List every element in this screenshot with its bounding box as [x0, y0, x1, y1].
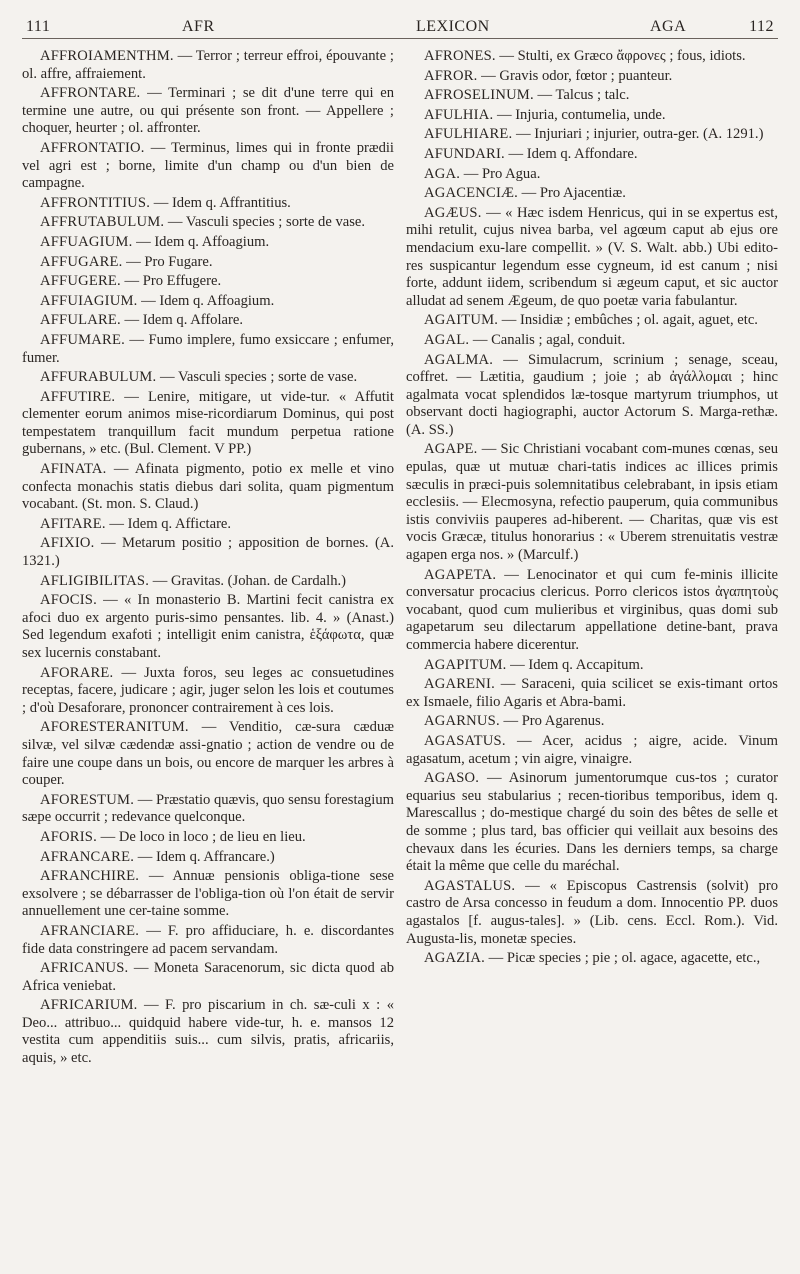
entry-headword: AFFUAGIUM. — [40, 233, 133, 250]
entry-headword: AFFRONTATIO. — [40, 139, 145, 156]
entry-headword: AFORESTUM. — [40, 791, 135, 808]
dictionary-entry — [22, 849, 394, 867]
dictionary-entry — [22, 792, 394, 827]
entry-headword: AGARNUS. — [424, 713, 500, 730]
entry-definition: — Idem q. Affolare. — [120, 312, 243, 329]
dictionary-entry — [406, 146, 778, 164]
entry-definition: — Injuriari ; injurier, outra-ger. (A. 1291.) — [512, 126, 764, 143]
entry-definition: — Acer, acidus ; aigre, acide. Vinum agasatum, acetum ; vin aigre, vinaigre. — [406, 732, 778, 767]
dictionary-entry — [22, 293, 394, 311]
dictionary-entry — [406, 713, 778, 731]
dictionary-entry — [406, 770, 778, 876]
dictionary-entry — [406, 126, 778, 144]
entry-headword: AFORIS. — [40, 828, 97, 845]
dictionary-entry — [22, 923, 394, 958]
dictionary-entry — [406, 332, 778, 350]
page-number-right: 112 — [749, 18, 774, 35]
columns — [22, 48, 778, 1264]
entry-headword: AFFUIAGIUM. — [40, 292, 138, 309]
entry-definition: — Juxta foros, seu leges ac consuetudines receptas, facere, judicare ; agir, juger selon les lois et coutumes ; d'où Desaforare, prononcer contrairement à ces lois. — [22, 664, 394, 716]
dictionary-entry — [406, 312, 778, 330]
entry-headword: AFROSELINUM. — [424, 87, 534, 104]
entry-headword: AFROR. — [424, 67, 478, 84]
entry-definition: — Sic Christiani vocabant com-munes cœnas, seu epulas, quæ ut mutuæ chari-tatis indices ac illices primis sæculis in præci-puis solemnitatibus celebrabant, in ipsis etiam ecclesiis. — Elecmosyna, refectio pauperum, quia communibus istis conviviis pauperes ad-hiberent. — Charitas, quæ vis est vocis Græcæ, titulus honorarius : « Uberem strenuitatis vestræ agapen erga nos. » (Marculf.) — [406, 441, 778, 564]
entry-headword: AFFRONTARE. — [40, 85, 141, 102]
entry-definition: — Saraceni, quia scilicet se exis-timant ortos ex Ismaele, filio Agaris et Abra-bami. — [406, 676, 778, 710]
dictionary-entry — [22, 592, 394, 662]
dictionary-entry — [406, 878, 778, 948]
entry-definition: — « In monasterio B. Martini fecit canistra ex afoci duo ex argento puris-simo pensantes. lib. 4. » (Anast.) Sed legendum exafoti ; intelligit enim canistra, ἑξάφωτα, quæ sex lucernis constabant. — [22, 592, 394, 661]
entry-headword: AGAL. — [424, 331, 470, 348]
dictionary-entry — [22, 140, 394, 193]
dictionary-entry — [22, 332, 394, 367]
entry-definition: — Vasculi species ; sorte de vase. — [156, 369, 358, 386]
entry-headword: AGALMA. — [424, 351, 494, 368]
entry-definition: — Idem q. Affictare. — [105, 515, 232, 532]
dictionary-entry — [22, 997, 394, 1067]
entry-headword: AFULHIARE. — [424, 126, 513, 143]
entry-definition: — Picæ species ; pie ; ol. agace, agacette, etc., — [484, 950, 761, 967]
entry-definition: — Canalis ; agal, conduit. — [469, 331, 626, 348]
entry-headword: AGAZIA. — [424, 950, 485, 967]
entry-definition: — Moneta Saracenorum, sic dicta quod ab Africa veniebat. — [22, 960, 394, 994]
entry-definition: — Pro Effugere. — [120, 273, 222, 290]
entry-definition: — F. pro piscarium in ch. sæ-culi x : « Deo... attribuo... quidquid habere vide-tur, h. e. mansos 12 vestita cum appenditiis suis... cum silvis, pratis, africariis, aquis, » etc. — [22, 997, 394, 1067]
entry-definition: — Terminus, limes qui in fronte prædii vel agri est ; borne, limite d'un champ ou d'un bien de campagne. — [22, 139, 394, 192]
entry-headword: AFIXIO. — [40, 535, 95, 552]
dictionary-entry — [406, 185, 778, 203]
entry-definition: — Præstatio quævis, quo sensu forestagium sæpe occurrit ; redevance quelconque. — [22, 791, 394, 826]
entry-headword: AGASTALUS. — [424, 877, 516, 894]
running-title: LEXICON — [416, 18, 490, 35]
entry-headword: AFFRUTABULUM. — [40, 214, 165, 231]
entry-headword: AFITARE. — [40, 515, 106, 532]
dictionary-entry — [22, 960, 394, 995]
dictionary-entry — [406, 733, 778, 768]
entry-definition: — Fumo implere, fumo exsiccare ; enfumer, fumer. — [22, 331, 394, 366]
entry-definition: — Idem q. Affrancare.) — [134, 848, 275, 865]
dictionary-entry — [22, 868, 394, 921]
entry-definition: — De loco in loco ; de lieu en lieu. — [96, 828, 306, 845]
entry-definition: — « Episcopus Castrensis (solvit) pro castro de Arsa concesso in feudum a dom. Innocentio PP. duos agastalos [f. augus-tales]. » (Lib. cens. Eccl. Rom.). Vid. Augusta-lis, monetæ species. — [406, 877, 778, 947]
dictionary-entry — [406, 676, 778, 711]
entry-headword: AGAPE. — [424, 441, 478, 458]
entry-headword: AFINATA. — [40, 461, 107, 478]
entry-headword: AGAPETA. — [424, 566, 497, 583]
dictionary-entry — [406, 68, 778, 86]
entry-headword: AFUNDARI. — [424, 145, 505, 162]
dictionary-entry — [406, 107, 778, 125]
dictionary-entry — [22, 195, 394, 213]
entry-headword: AFORARE. — [40, 664, 114, 681]
entry-headword: AFFUGARE. — [40, 253, 123, 270]
entry-headword: AFRANCIARE. — [40, 922, 140, 939]
entry-definition: — Idem q. Affoagium. — [137, 292, 275, 309]
entry-headword: AGASO. — [424, 770, 480, 787]
dictionary-entry — [406, 48, 778, 66]
dictionary-entry — [22, 254, 394, 272]
entry-headword: AFULHIA. — [424, 106, 494, 123]
entry-definition: — Pro Agarenus. — [499, 713, 605, 730]
dictionary-entry — [406, 205, 778, 311]
dictionary-entry — [406, 352, 778, 440]
dictionary-entry — [22, 516, 394, 534]
entry-definition: — Pro Fugare. — [122, 253, 213, 270]
entry-definition: — Gravis odor, fœtor ; puanteur. — [477, 67, 673, 84]
entry-headword: AGAPITUM. — [424, 656, 507, 673]
entry-headword: AFFUGERE. — [40, 273, 121, 290]
entry-headword: AFRANCHIRE. — [40, 868, 140, 885]
dictionary-entry — [22, 461, 394, 514]
dictionary-entry — [22, 273, 394, 291]
dictionary-entry — [22, 665, 394, 718]
entry-definition: — Vasculi species ; sorte de vase. — [164, 214, 366, 231]
entry-definition: — Venditio, cæ-sura cæduæ silvæ, vel silvæ cædendæ assi-gnatio ; action de vendre ou de faire une coupe dans un bois, ou encore de marquer les arbres à couper. — [22, 719, 394, 789]
entry-headword: AFFUMARE. — [40, 331, 125, 348]
entry-definition: — F. pro affiduciare, h. e. discordantes fide data constringere ad pacem servandam. — [22, 922, 394, 957]
entry-headword: AFRONES. — [424, 48, 496, 64]
entry-headword: AGAITUM. — [424, 312, 499, 329]
entry-headword: AGACENCIÆ. — [424, 185, 519, 202]
entry-headword: AFFULARE. — [40, 312, 121, 329]
dictionary-entry — [406, 567, 778, 655]
dictionary-entry — [22, 829, 394, 847]
entry-headword: AFRANCARE. — [40, 848, 135, 865]
entry-definition: — Insidiæ ; embûches ; ol. agait, aguet, etc. — [498, 312, 758, 329]
entry-definition: — Terminari ; se dit d'une terre qui en termine une autre, ou qui présente son front. — Appellere ; choquer, heurter ; ol. affronter. — [22, 85, 394, 137]
entry-definition: — Talcus ; talc. — [533, 87, 630, 104]
running-head-left: AFR — [182, 18, 215, 35]
dictionary-entry — [22, 389, 394, 459]
entry-headword: AFFURABULUM. — [40, 369, 157, 386]
dictionary-entry — [22, 85, 394, 138]
entry-headword: AGA. — [424, 165, 461, 182]
entry-definition: — Idem q. Accapitum. — [506, 656, 644, 673]
entry-headword: AFLIGIBILITAS. — [40, 572, 150, 589]
entry-definition: — Lenocinator et qui cum fe-minis illicite conversatur procacius clericus. Porro clericos istos ἀγαπητοὺς vocabant, quod cum mulieribus et virginibus, quas domi sub agapetarum seu dilectarum appellatione detine-bant, prava commercia habere dicerentur. — [406, 566, 778, 653]
entry-definition: — Pro Agua. — [460, 165, 541, 182]
dictionary-entry — [22, 719, 394, 789]
dictionary-entry — [22, 573, 394, 591]
entry-definition: — Afinata pigmento, potio ex melle et vino confecta monachis statis diebus dari solita, quam pigmentum vocabant. (St. mon. S. Claud.) — [22, 461, 394, 513]
dictionary-entry — [22, 214, 394, 232]
entry-headword: AFFROIAMENTHM. — [40, 48, 174, 64]
dictionary-entry — [406, 950, 778, 968]
page-number-left: 111 — [26, 18, 51, 35]
entry-definition: — Stulti, ex Græco ἄφρονες ; fous, idiots. — [495, 48, 746, 64]
dictionary-entry — [406, 441, 778, 564]
entry-definition: — Pro Ajacentiæ. — [518, 185, 626, 202]
entry-definition: — Annuæ pensionis obliga-tione sese exsolvere ; se débarrasser de l'obliga-tion où l'on était de servir annuellement une cer-taine somme. — [22, 868, 394, 920]
entry-definition: — Metarum positio ; apposition de bornes. (A. 1321.) — [22, 535, 394, 570]
entry-definition: — Lenire, mitigare, ut vide-tur. « Affutit clementer eorum animos mise-ricordiarum Dominus, qui post tempestatem tranquillum facit mundum perpetua ratione gubernans, » etc. (Bul. Clement. V PP.) — [22, 388, 394, 458]
entry-definition: — Simulacrum, scrinium ; senage, sceau, coffret. — Lætitia, gaudium ; joie ; ab ἀγάλλομαι ; hinc agalmata vocat splendidos læ-tosque martyrum triumphos, ut observant docti hagiographi, auctor Actorum S. Marga-rethæ. (A. SS.) — [406, 351, 778, 438]
entry-headword: AGARENI. — [424, 676, 495, 693]
dictionary-entry — [22, 535, 394, 570]
entry-definition: — Idem q. Affrantitius. — [150, 194, 291, 211]
entry-headword: AFORESTERANITUM. — [40, 719, 189, 736]
column-right — [406, 48, 778, 970]
page-header — [22, 8, 778, 39]
dictionary-entry — [406, 87, 778, 105]
dictionary-entry — [22, 48, 394, 83]
entry-headword: AGÆUS. — [424, 204, 482, 221]
entry-headword: AFFUTIRE. — [40, 388, 116, 405]
entry-headword: AFRICARIUM. — [40, 997, 138, 1014]
dictionary-entry — [22, 312, 394, 330]
dictionary-entry — [406, 166, 778, 184]
entry-headword: AFFRONTITIUS. — [40, 194, 151, 211]
entry-definition: — Injuria, contumelia, unde. — [493, 106, 666, 123]
entry-definition: — Asinorum jumentorumque cus-tos ; curator equarius seu stabularius ; recen-tioribus temporibus, idem q. Marescallus ; do-mestique chargé du soin des bêtes de selle et de somme ; plus tard, bas officier qui veillait aux besoins des chevaux dans les écuries. Dans les derniers temps, sa charge était la même que celle du maréchal. — [406, 770, 778, 875]
running-head-right: AGA — [650, 18, 687, 35]
dictionary-entry — [22, 234, 394, 252]
entry-definition: — Idem q. Affoagium. — [132, 233, 270, 250]
entry-definition: — Idem q. Affondare. — [504, 145, 638, 162]
column-left — [22, 48, 394, 1070]
dictionary-entry — [406, 657, 778, 675]
entry-definition: — « Hæc isdem Henricus, qui in se expertus est, mihi retulit, cujus nivea barba, vel agœum caput ab ejus ore mendacium exu-lare compellit. » (V. S. Walt. abb.) Ubi edito-res suspicantur legendum esse cygneum, id est canum ; nisi forte, addunt iidem, scribendum si ægeum caput, et sic auctor alludat ad senem Ægeum, de quo poetæ varia fabulantur. — [406, 204, 778, 309]
entry-definition: — Gravitas. (Johan. de Cardalh.) — [149, 572, 347, 589]
entry-headword: AGASATUS. — [424, 732, 506, 749]
entry-headword: AFOCIS. — [40, 592, 97, 609]
dictionary-entry — [22, 369, 394, 387]
entry-headword: AFRICANUS. — [40, 960, 129, 977]
entry-definition: — Terror ; terreur effroi, épouvante ; ol. affre, affraiement. — [22, 48, 394, 82]
